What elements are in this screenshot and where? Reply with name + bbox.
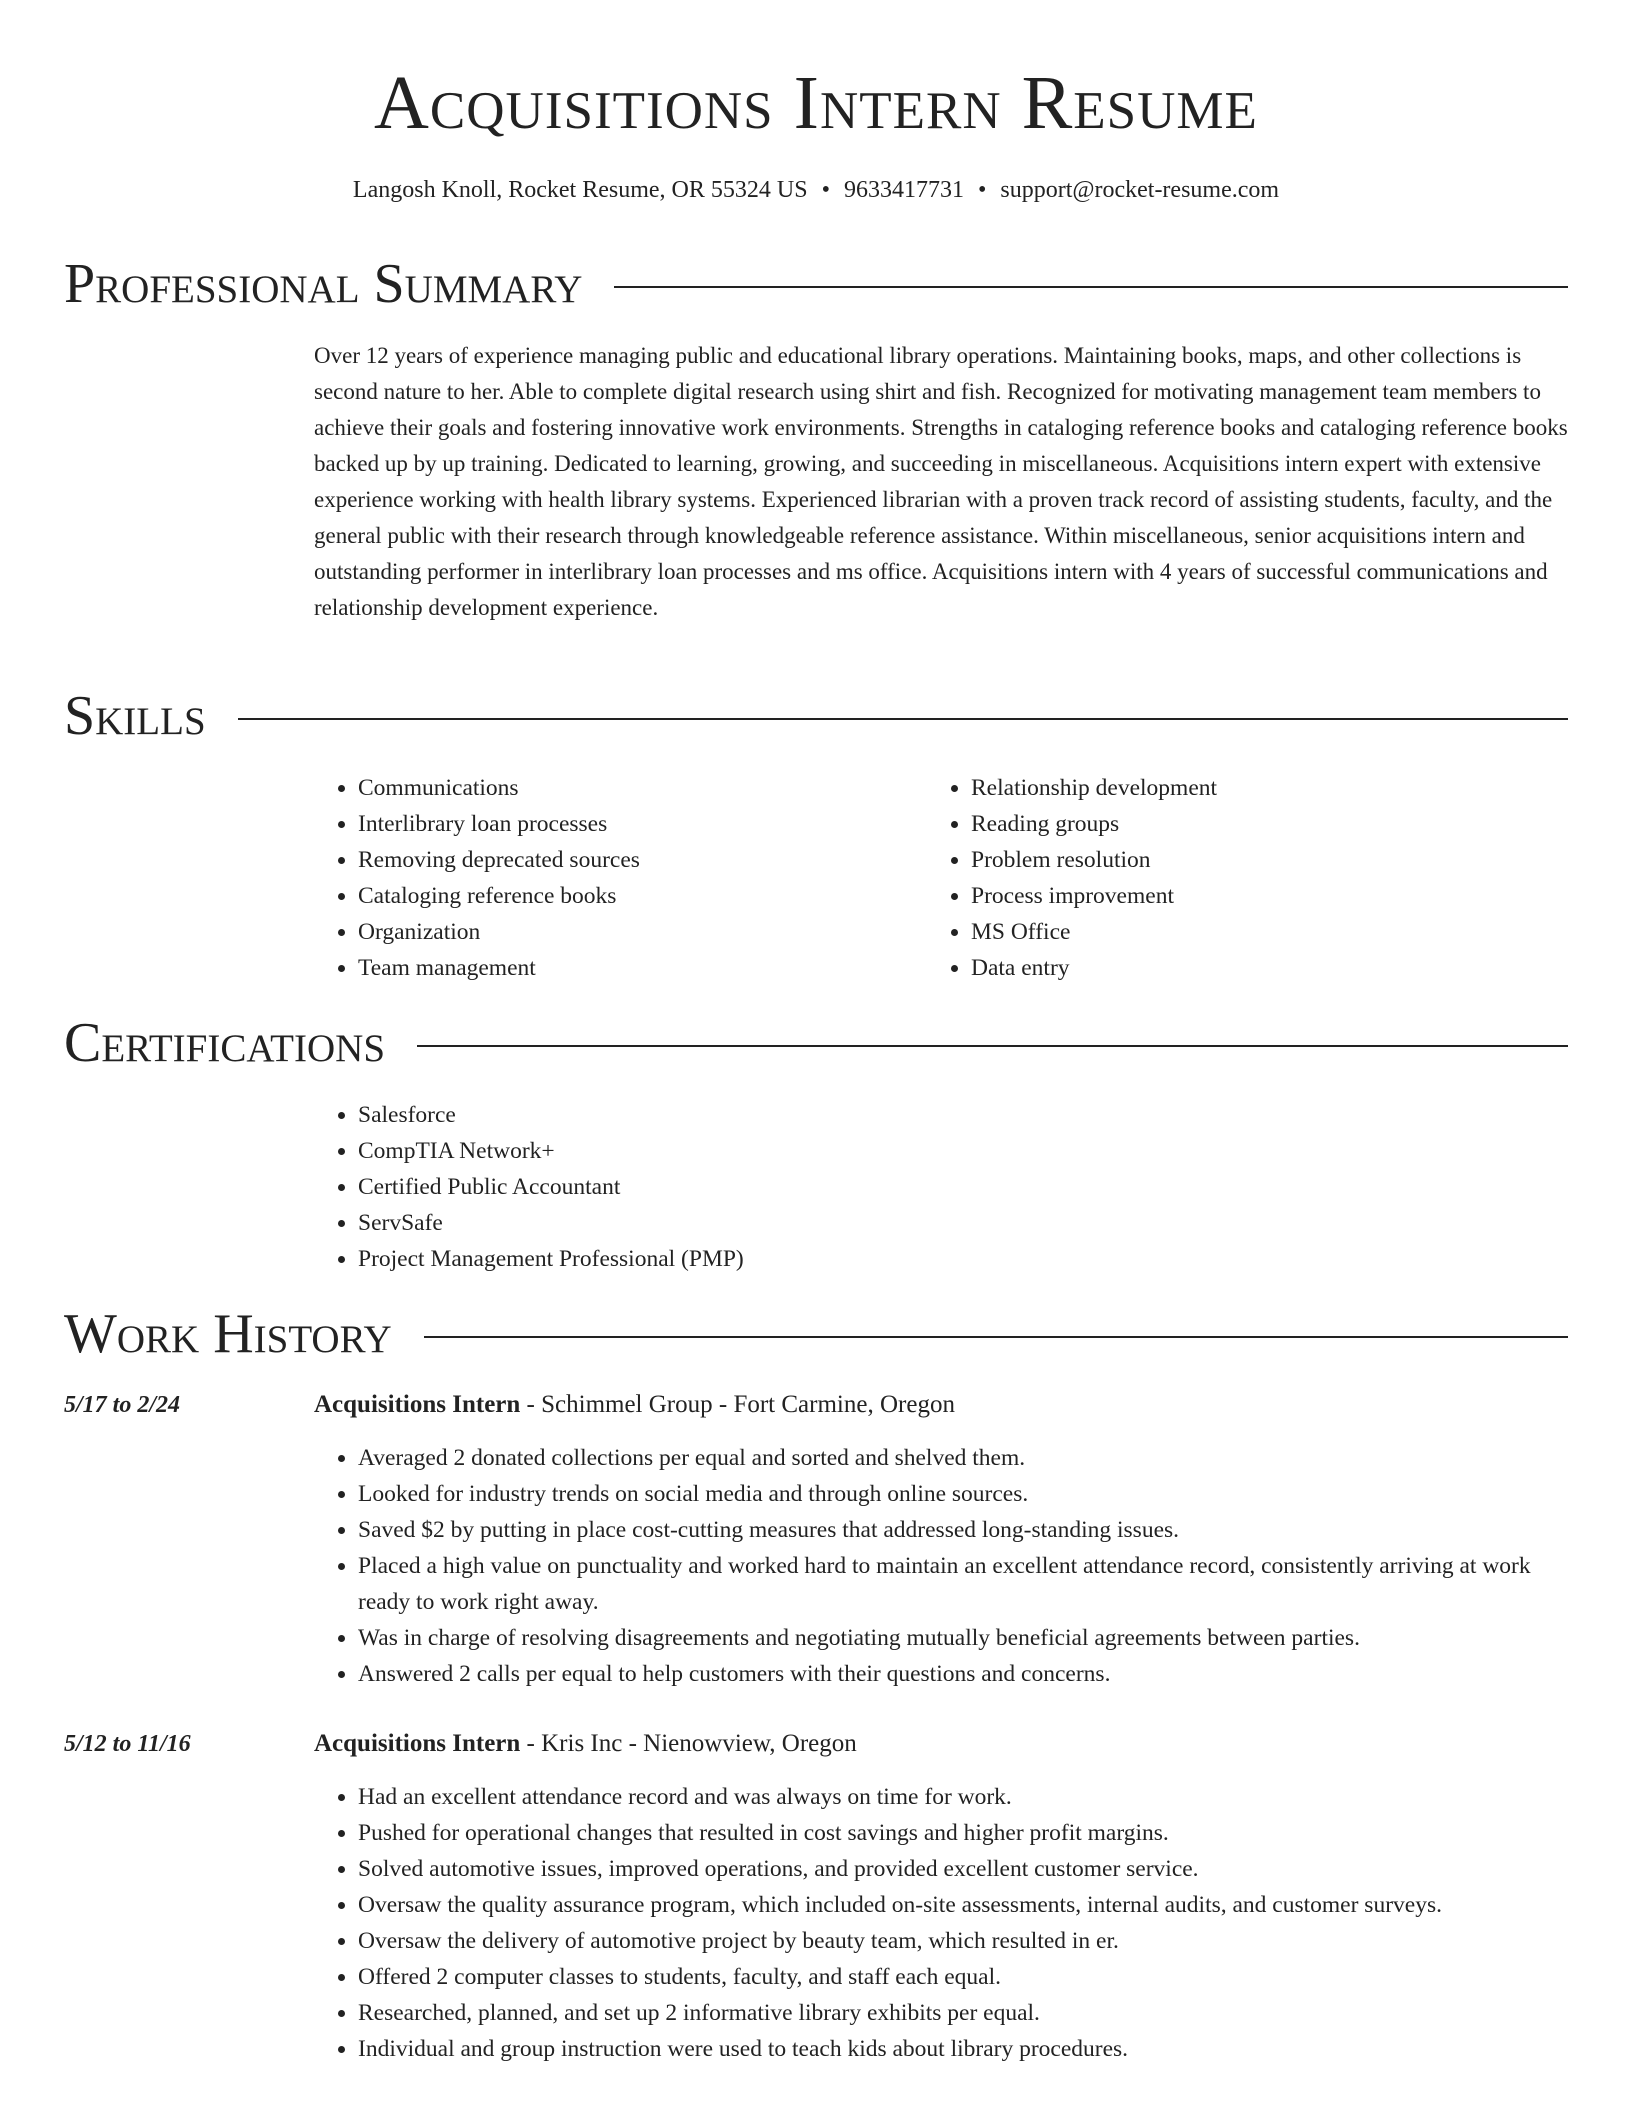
certifications-list [314,1097,744,1277]
skills-section-title: Skills [64,685,206,747]
certification-item: • ServSafe [358,1205,744,1241]
job-dates: 5/12 to 11/16 [64,1731,191,1757]
section-divider [417,1045,1568,1047]
job-responsibilities [314,1779,1568,2067]
contact-address: Langosh Knoll, Rocket Resume, OR 55324 US [352,177,808,203]
job-dates: 5/17 to 2/24 [64,1392,181,1418]
section-divider [614,286,1568,288]
contact-email: support@rocket-resume.com [1000,177,1280,203]
job-bullet: • Answered 2 calls per equal to help customers with their questions and concerns. [358,1656,1568,1692]
contact-separator: • [821,177,830,203]
skill-item: • Reading groups [971,806,1217,842]
work-section-header [64,1302,1568,1366]
job-bullet: • Was in charge of resolving disagreements and negotiating mutually beneficial agreements between parties. [358,1620,1568,1656]
job-bullet: • Pushed for operational changes that resulted in cost savings and higher profit margins. [358,1815,1568,1851]
section-divider [238,718,1568,720]
summary-text: Over 12 years of experience managing public and educational library operations. Maintaining books, maps, and other collections is second nature to her. Able to complete digital research using shirt and fish. Recognized for motivating management team members to achieve their goals and fostering innovative work environments. Strengths in cataloging reference books and cataloging reference books backed up by up training. Dedicated to learning, growing, and succeeding in miscellaneous. Acquisitions intern expert with extensive experience working with health library systems. Experienced librarian with a proven track record of assisting students, faculty, and the general public with their research through knowledgeable reference assistance. Within miscellaneous, senior acquisitions intern and outstanding performer in interlibrary loan processes and ms office. Acquisitions intern with 4 years of successful communications and relationship development experience. [314,343,1568,620]
skill-item: • Interlibrary loan processes [358,806,640,842]
skill-item: • Process improvement [971,878,1217,914]
skill-item: • Cataloging reference books [358,878,640,914]
job-title: Acquisitions Intern [314,1730,521,1757]
job-bullet: • Individual and group instruction were used to teach kids about library procedures. [358,2031,1568,2067]
skill-item: • Relationship development [971,770,1217,806]
job-employer-location: - Kris Inc - Nienowview, Oregon [520,1730,857,1757]
skills-column-left [314,770,640,986]
job-bullet: • Oversaw the delivery of automotive project by beauty team, which resulted in er. [358,1923,1568,1959]
job-heading [314,1388,1568,1422]
job-bullet: • Offered 2 computer classes to students, faculty, and staff each equal. [358,1959,1568,1995]
certifications-section-header [64,1011,1568,1075]
certifications-section-title: Certifications [64,1012,386,1074]
certification-item: • Salesforce [358,1097,744,1133]
certification-item: • Project Management Professional (PMP) [358,1241,744,1277]
skill-item: • Problem resolution [971,842,1217,878]
job-bullet: • Looked for industry trends on social media and through online sources. [358,1476,1568,1512]
job-responsibilities [314,1440,1568,1692]
job-bullet: • Solved automotive issues, improved operations, and provided excellent customer service. [358,1851,1568,1887]
skill-item: • Communications [358,770,640,806]
skill-item: • Removing deprecated sources [358,842,640,878]
job-title: Acquisitions Intern [314,1391,521,1418]
job-bullet: • Oversaw the quality assurance program, which included on-site assessments, internal audits, and customer surveys. [358,1887,1568,1923]
skill-item: • MS Office [971,914,1217,950]
job-bullet: • Had an excellent attendance record and was always on time for work. [358,1779,1568,1815]
certification-item: • CompTIA Network+ [358,1133,744,1169]
work-section-title: Work History [64,1303,392,1365]
job-bullet: • Researched, planned, and set up 2 informative library exhibits per equal. [358,1995,1568,2031]
job-bullet: • Averaged 2 donated collections per equal and sorted and shelved them. [358,1440,1568,1476]
skills-column-right [927,770,1217,986]
job-employer-location: - Schimmel Group - Fort Carmine, Oregon [520,1391,955,1418]
job-bullet: • Saved $2 by putting in place cost-cutting measures that addressed long-standing issues. [358,1512,1568,1548]
contact-separator: • [977,177,987,203]
certification-item: • Certified Public Accountant [358,1169,744,1205]
skills-section-header [64,684,1568,748]
summary-section-title: Professional Summary [64,253,583,315]
summary-section-header [64,252,1568,316]
skill-item: • Team management [358,950,640,986]
skill-item: • Organization [358,914,640,950]
contact-phone: 9633417731 [843,177,964,203]
section-divider [424,1336,1568,1338]
job-heading [314,1727,1568,1761]
contact-line [0,174,1632,206]
skill-item: • Data entry [971,950,1217,986]
job-bullet: • Placed a high value on punctuality and worked hard to maintain an excellent attendance record, consistently arriving at work ready to work right away. [358,1548,1568,1620]
resume-title: Acquisitions Intern Resume [374,61,1258,145]
